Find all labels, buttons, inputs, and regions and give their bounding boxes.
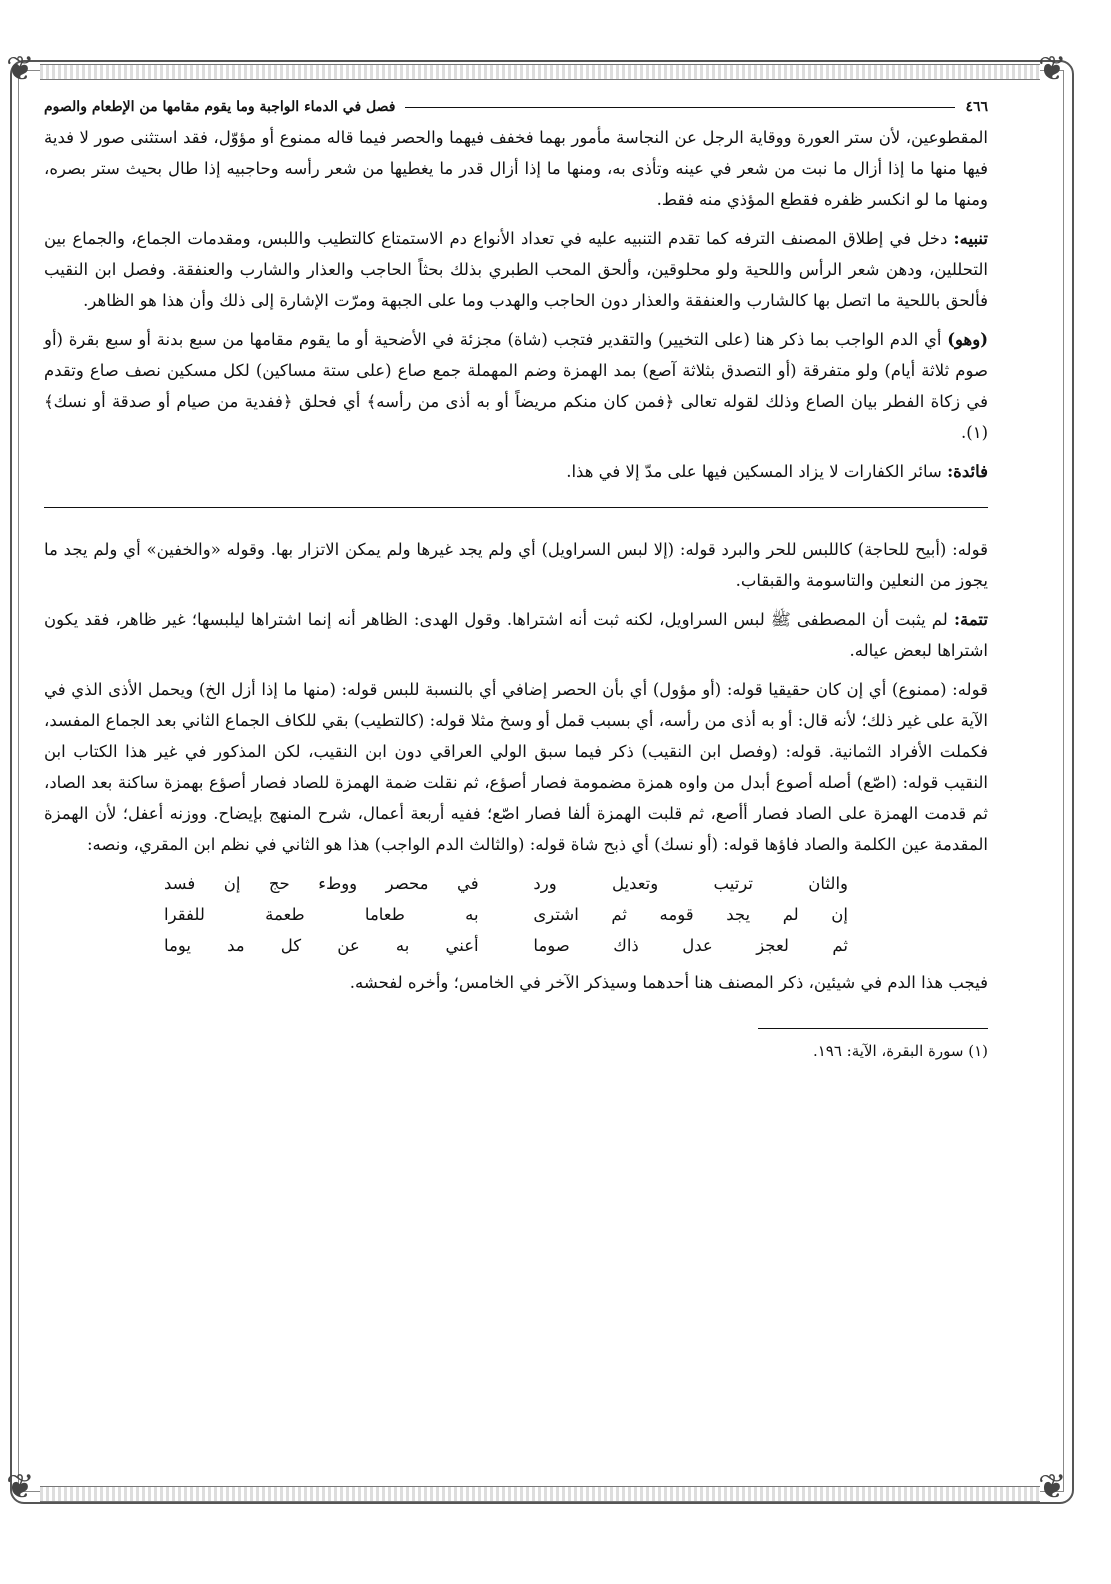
verse-first-hemistich: والثان ترتيب وتعديل ورد	[533, 874, 848, 893]
running-header	[44, 92, 988, 122]
running-title: فصل في الدماء الواجبة وما يقوم مقامها من الإطعام والصوم	[44, 99, 396, 115]
corner-ornament-icon: ❦	[1038, 49, 1067, 89]
poem-verse	[164, 868, 848, 899]
benefit-label: فائدة:	[947, 462, 988, 481]
corner-ornament-icon: ❦	[6, 49, 35, 89]
verse-second-hemistich: أعني به عن كل مد يوما	[164, 936, 479, 955]
footnote: (١) سورة البقرة، الآية: ١٩٦.	[812, 1042, 988, 1060]
commentary-paragraph: قوله: (أبيح للحاجة) كاللبس للحر والبرد قوله: (إلا لبس السراويل) أي ولم يجد غيرها ولم يمكن الاتزار بها. وقوله «والخفين» أي ولم يجد ما يجوز من النعلين والتاسومة والقبقاب.	[44, 540, 988, 590]
poem-verse	[164, 899, 848, 930]
poem	[164, 868, 848, 961]
verse-second-hemistich: في محصر ووطء حج إن فسد	[164, 874, 479, 893]
commentary-paragraph: تتمة: لم يثبت أن المصطفى ﷺ لبس السراويل، لكنه ثبت أنه اشتراها. وقول الهدى: الظاهر أنه إنما اشتراها ليلبسها؛ غير ظاهر، فقد يكون اشتراها لبعض عياله.	[44, 610, 988, 660]
commentary-text	[44, 534, 988, 998]
main-text	[44, 122, 988, 487]
corner-ornament-icon: ❦	[1038, 1467, 1067, 1507]
main-paragraph: فائدة: سائر الكفارات لا يزاد المسكين فيها على مدّ إلا في هذا.	[566, 462, 988, 481]
main-paragraph: (وهو) أي الدم الواجب بما ذكر هنا (على التخيير) والتقدير فتجب (شاة) مجزئة في الأضحية أو ما يقوم مقامها من سبع بدنة أو سبع بقرة (أو صوم ثلاثة أيام) ولو متفرقة (أو التصدق بثلاثة آصع) بمد الهمزة وضم المهملة جمع صاع (على ستة مساكين) لكل مسكين نصف صاع وتقدم في زكاة الفطر بيان الصاع وذلك لقوله تعالى ﴿فمن كان منكم مريضاً أو به أذى من رأسه﴾ أي فحلق ﴿ففدية من صيام أو صدقة أو نسك﴾(١).	[44, 330, 988, 442]
commentary-paragraph: قوله: (ممنوع) أي إن كان حقيقيا قوله: (أو مؤول) أي بأن الحصر إضافي أي بالنسبة للبس قوله: (منها ما إذا أزل الخ) ويحمل الأذى الذي في الآية على غير ذلك؛ لأنه قال: أو به أذى من رأسه، أي بسبب قمل أو وسخ مثلا قوله: (كالتطيب) بقي للكاف الجماع الثاني بعد الجماع المفسد، فكملت الأفراد الثمانية. قوله: (وفصل ابن النقيب) ذكر فيما سبق الولي العراقي دون ابن النقيب، لكن المذكور في غير هذا الكتاب ابن النقيب قوله: (اصّع) أصله أصوع أبدل من واوه همزة مضمومة فصار أصؤع، ثم نقلت ضمة الهمزة للصاد فصار أصؤع بهمزة ساكنة بعد الصاد، ثم قدمت الهمزة على الصاد فصار أأصع، ثم قلبت الهمزة ألفا فصار اصّع؛ ففيه أربعة أعمال، شرح المنهج بإيضاح. ووزنه أعفل؛ لأن الهمزة المقدمة عين الكلمة والصاد فاؤها قوله: (أو نسك) أي ذبح شاة قوله: (والثالث الدم الواجب) هذا هو الثاني في نظم ابن المقري، ونصه:	[44, 680, 988, 854]
verse-first-hemistich: ثم لعجز عدل ذاك صوما	[533, 936, 848, 955]
verse-second-hemistich: به طعاما طعمة للفقرا	[164, 905, 479, 924]
note-label: تنبيه:	[953, 229, 988, 248]
main-paragraph: تنبيه: دخل في إطلاق المصنف الترفه كما تقدم التنبيه عليه في تعداد الأنواع دم الاستمتاع كالتطيب واللبس، ومقدمات الجماع، والجماع بين التحللين، ودهن شعر الرأس واللحية ولو محلوقين، وألحق المحب الطبري بذلك بحثاً الحاجب والعذار والشارب والعنفقة. وفصل ابن النقيب فألحق باللحية ما اتصل بها كالشارب والعنفقة والعذار دون الحاجب والهدب وما على الجبهة ومرّت الإشارة إلى ذلك وأن هذا هو الظاهر.	[44, 229, 988, 310]
commentary-closing: فيجب هذا الدم في شيئين، ذكر المصنف هنا أحدهما وسيذكر الآخر في الخامس؛ وأخره لفحشه.	[349, 973, 988, 992]
poem-verse	[164, 930, 848, 961]
header-rule	[405, 107, 955, 108]
border-ornament-bottom	[40, 1486, 1040, 1502]
matn-lead: (وهو)	[947, 330, 988, 349]
main-paragraph: المقطوعين، لأن ستر العورة ووقاية الرجل عن النجاسة مأمور بهما فخفف فيهما والحصر فيما قاله ممنوع أو مؤوّل، فقد استثنى صور لا فدية فيها منها ما إذا أزال ما نبت من شعر في عينه وتأذى به، ومنها ما إذا أزال قدر ما يغطيها من شعر رأسه وحاجبيه إذا طال بحيث ستر بصره، ومنها ما لو انكسر ظفره فقطع المؤذي منه فقط.	[44, 128, 988, 209]
corner-ornament-icon: ❦	[6, 1467, 35, 1507]
completion-label: تتمة:	[953, 610, 988, 629]
footnote-rule	[758, 1028, 988, 1029]
border-ornament-top	[40, 64, 1040, 80]
page-number: ٤٦٦	[965, 99, 988, 115]
section-divider	[44, 507, 988, 508]
verse-first-hemistich: إن لم يجد قومه ثم اشترى	[533, 905, 848, 924]
page-content	[44, 92, 988, 1065]
